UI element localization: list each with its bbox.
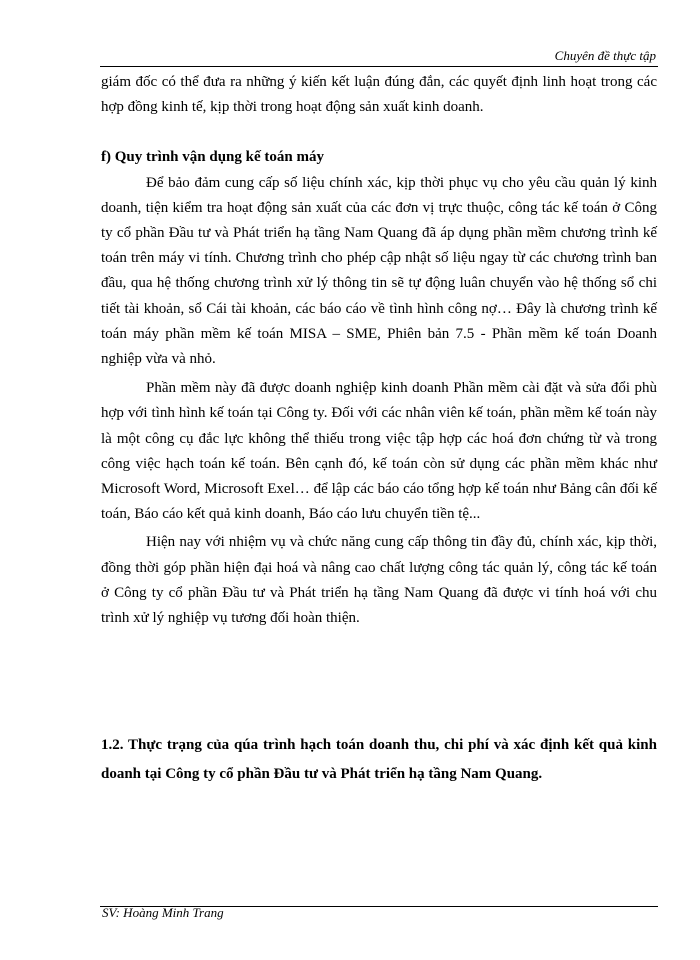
section-f-heading: f) Quy trình vận dụng kế toán máy [101,149,324,166]
running-header-title: Chuyên đề thực tập [554,48,656,63]
section-1-2-heading: 1.2. Thực trạng của qúa trình hạch toán doanh thu, chi phí và xác định kết quả kinh doanh tại Công ty cổ phần Đầu tư và Phát triển hạ tầng Nam Quang. [101,737,657,783]
section-f-paragraph-1: Để bảo đảm cung cấp số liệu chính xác, kịp thời phục vụ cho yêu cầu quản lý kinh doanh, tiện kiểm tra hoạt động sản xuất của các đơn vị trực thuộc, công tác kế toán ở Công ty cổ phần Đầu tư và Phát triển hạ tầng Nam Quang đã áp dụng phần mềm chương trình kế toán trên máy vi tính. Chương trình cho phép cập nhật số liệu ngay từ các chương trình ban đầu, qua hệ thống chương trình xử lý thông tin sẽ tự động luân chuyển vào hệ thống sổ chi tiết tài khoản, sổ Cái tài khoản, các báo cáo về tình hình công nợ… Đây là chương trình kế toán máy phần mềm kế toán MISA – SME, Phiên bản 7.5 - Phần mềm kế toán Doanh nghiệp vừa và nhỏ. [101,174,657,368]
footer-author: SV: Hoàng Minh Trang [102,905,224,920]
section-f-paragraph-3: Hiện nay với nhiệm vụ và chức năng cung cấp thông tin đầy đủ, chính xác, kịp thời, đồng thời góp phần hiện đại hoá và nâng cao chất lượng công tác quản lý, công tác kế toán ở Công ty cổ phần Đầu tư và Phát triển hạ tầng Nam Quang đã được vi tính hoá với chu trình xử lý nghiệp vụ tương đối hoàn thiện. [101,534,657,627]
header-rule [100,66,658,67]
intro-paragraph: giám đốc có thể đưa ra những ý kiến kết luận đúng đắn, các quyết định linh hoạt trong các hợp đồng kinh tế, kịp thời trong hoạt động sản xuất kinh doanh. [101,74,657,116]
section-f-paragraph-2: Phần mềm này đã được doanh nghiệp kinh doanh Phần mềm cài đặt và sửa đổi phù hợp với tình hình kế toán tại Công ty. Đối với các nhân viên kế toán, phần mềm kế toán này là một công cụ đắc lực không thể thiếu trong việc tập hợp các hoá đơn chứng từ và trong công việc hạch toán kế toán. Bên cạnh đó, kế toán còn sử dụng các phần mềm khác như Microsoft Word, Microsoft Exel… để lập các báo cáo tổng hợp kế toán như Bảng cân đối kế toán, Báo cáo kết quả kinh doanh, Báo cáo lưu chuyển tiền tệ... [101,380,657,523]
page-content [101,70,657,789]
